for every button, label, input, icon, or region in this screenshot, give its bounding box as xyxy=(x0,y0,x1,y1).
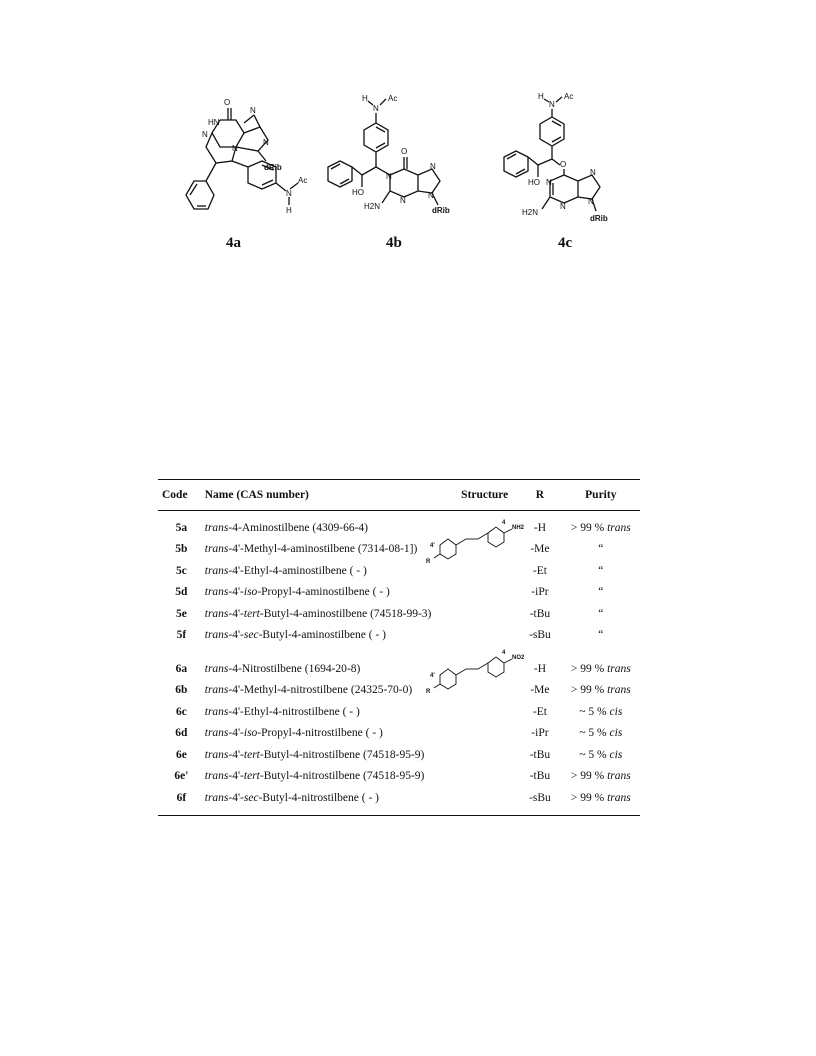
cell-name xyxy=(205,723,518,745)
data-table xyxy=(158,479,640,816)
name-text-suffix: -Propyl-4-nitrostilbene ( - ) xyxy=(257,727,383,740)
atom-label: dRib xyxy=(264,163,282,172)
name-text: -4-Nitrostilbene (1694-20-8) xyxy=(228,662,361,675)
name-isomer: tert xyxy=(243,607,260,620)
atom-label: N xyxy=(590,168,596,177)
name-prefix: trans xyxy=(204,607,229,620)
cell-code: 5f xyxy=(176,629,187,642)
name-prefix: trans xyxy=(204,586,229,599)
cell-r: -iPr xyxy=(531,586,549,599)
name-text: -4'-Methyl-4-aminostilbene (7314-08-1]) xyxy=(228,543,418,556)
cell-code: 5c xyxy=(175,564,187,577)
purity-value: > 99 % xyxy=(570,770,608,783)
name-text-suffix: -Butyl-4-aminostilbene (74518-99-3) xyxy=(259,607,432,620)
cell-purity xyxy=(562,744,640,766)
name-prefix: trans xyxy=(204,770,229,783)
name-text: -4'- xyxy=(228,607,244,620)
name-text: -4-Aminostilbene (4309-66-4) xyxy=(228,521,368,534)
name-text: -4'- xyxy=(228,629,244,642)
purity-value: “ xyxy=(598,543,604,556)
purity-value: > 99 % xyxy=(570,662,608,675)
purity-isomer: trans xyxy=(607,770,631,783)
name-text: -4'-Methyl-4-nitrostilbene (24325-70-0) xyxy=(228,684,413,697)
cell-name xyxy=(205,582,518,604)
atom-label: O xyxy=(224,98,231,107)
compound-table xyxy=(158,479,640,816)
name-prefix: trans xyxy=(204,662,229,675)
cell-name xyxy=(205,766,518,788)
atom-label: N xyxy=(263,138,269,147)
table-header-row xyxy=(158,480,640,511)
header-purity: Purity xyxy=(585,489,617,501)
purity-value: “ xyxy=(598,629,604,642)
cell-purity xyxy=(562,787,640,815)
cell-r: -Me xyxy=(530,684,550,697)
purity-value: “ xyxy=(598,586,604,599)
atom-label: Ac xyxy=(564,92,574,101)
name-prefix: trans xyxy=(204,791,229,804)
atom-label: N xyxy=(373,104,379,113)
cell-purity xyxy=(562,625,640,647)
atom-label: H xyxy=(362,94,368,103)
name-isomer: tert xyxy=(243,770,260,783)
atom-label: H xyxy=(538,92,544,101)
table-row xyxy=(158,744,640,766)
cell-code: 6e' xyxy=(174,770,189,783)
name-prefix: trans xyxy=(204,748,229,761)
atom-label: dRib xyxy=(432,206,450,215)
name-prefix: trans xyxy=(204,629,229,642)
atom-label: dRib xyxy=(590,214,608,223)
atom-label: N xyxy=(386,172,392,181)
cell-r: -H xyxy=(533,521,546,534)
cell-code: 6d xyxy=(175,727,188,740)
name-isomer: tert xyxy=(243,748,260,761)
compound-label-4a: 4a xyxy=(226,235,241,251)
structure-figure xyxy=(150,85,670,265)
atom-label: HN xyxy=(208,118,220,127)
purity-value: ~ 5 % xyxy=(579,727,610,740)
purity-isomer: trans xyxy=(607,662,631,675)
table-row xyxy=(158,766,640,788)
name-text-suffix: -Butyl-4-aminostilbene ( - ) xyxy=(258,629,387,642)
cell-name xyxy=(205,701,518,723)
atom-label: N xyxy=(560,202,566,211)
name-prefix: trans xyxy=(204,705,229,718)
cell-purity xyxy=(562,539,640,561)
name-isomer: sec xyxy=(243,629,259,642)
cell-r: -sBu xyxy=(529,629,551,642)
name-prefix: trans xyxy=(204,564,229,577)
atom-label: Ac xyxy=(298,176,308,185)
cell-name xyxy=(205,787,518,815)
table-row xyxy=(158,701,640,723)
atom-label: Ac xyxy=(388,94,398,103)
purity-value: ~ 5 % xyxy=(579,705,610,718)
purity-value: “ xyxy=(598,607,604,620)
name-text: -4'- xyxy=(228,727,244,740)
purity-value: > 99 % xyxy=(570,684,608,697)
header-name: Name (CAS number) xyxy=(204,489,309,501)
cell-name xyxy=(205,603,518,625)
table-row xyxy=(158,539,640,561)
atom-label: N xyxy=(430,162,436,171)
cell-purity xyxy=(562,701,640,723)
table-row xyxy=(158,625,640,647)
atom-label: N xyxy=(232,144,238,153)
table-row xyxy=(158,787,640,815)
cell-code: 5e xyxy=(175,607,187,620)
table-row xyxy=(158,560,640,582)
cell-purity xyxy=(562,560,640,582)
cell-code: 6f xyxy=(176,791,187,804)
name-text-suffix: -Butyl-4-nitrostilbene (74518-95-9) xyxy=(259,748,425,761)
structure-4a xyxy=(186,98,307,215)
cell-r: -iPr xyxy=(531,727,549,740)
atom-label: N xyxy=(250,106,256,115)
cell-purity xyxy=(562,680,640,702)
cell-r: -tBu xyxy=(529,770,551,783)
cell-r: -Et xyxy=(532,564,547,577)
name-isomer: iso xyxy=(243,586,258,599)
purity-isomer: cis xyxy=(609,727,623,740)
cell-code: 5a xyxy=(175,521,188,534)
cell-purity xyxy=(562,723,640,745)
table-row xyxy=(158,582,640,604)
purity-value: > 99 % xyxy=(570,521,608,534)
atom-label: N xyxy=(286,189,292,198)
atom-label: N xyxy=(549,100,555,109)
cell-code: 5d xyxy=(175,586,188,599)
structure-4c xyxy=(504,92,608,223)
cell-name xyxy=(205,625,518,647)
position-label: 4' xyxy=(430,673,435,679)
name-prefix: trans xyxy=(204,521,229,534)
cell-purity xyxy=(562,511,640,539)
cell-purity xyxy=(562,766,640,788)
name-text: -4'-Ethyl-4-nitrostilbene ( - ) xyxy=(228,705,360,718)
cell-name xyxy=(205,744,518,766)
table-row xyxy=(158,723,640,745)
purity-value: ~ 5 % xyxy=(579,748,610,761)
name-isomer: iso xyxy=(243,727,258,740)
name-text-suffix: -Butyl-4-nitrostilbene ( - ) xyxy=(258,791,379,804)
purity-value: > 99 % xyxy=(570,791,608,804)
cell-purity xyxy=(562,582,640,604)
atom-label: N xyxy=(588,197,594,206)
purity-isomer: trans xyxy=(607,521,631,534)
cell-code: 6e xyxy=(175,748,187,761)
table-row xyxy=(158,511,640,539)
cell-r: -Et xyxy=(532,705,547,718)
name-prefix: trans xyxy=(204,543,229,556)
purity-isomer: cis xyxy=(609,748,623,761)
name-text: -4'- xyxy=(228,770,244,783)
atom-label: HO xyxy=(352,188,364,197)
name-prefix: trans xyxy=(204,727,229,740)
name-text-suffix: -Propyl-4-aminostilbene ( - ) xyxy=(257,586,390,599)
compound-label-4c: 4c xyxy=(558,235,573,251)
atom-label: H2N xyxy=(522,208,539,217)
r-group-label: R xyxy=(426,689,431,695)
cell-r: -tBu xyxy=(529,607,551,620)
structure-4b xyxy=(328,94,450,215)
stilbene-nitro-structure xyxy=(422,647,540,695)
atom-label: H2N xyxy=(364,202,381,211)
cell-r: -tBu xyxy=(529,748,551,761)
name-isomer: sec xyxy=(243,791,259,804)
atom-label: N xyxy=(400,196,406,205)
name-text: -4'- xyxy=(228,748,244,761)
table-row xyxy=(158,658,640,680)
cell-code: 5b xyxy=(175,543,188,556)
purity-isomer: trans xyxy=(607,791,631,804)
name-text: -4'- xyxy=(228,586,244,599)
purity-value: “ xyxy=(598,564,604,577)
name-text: -4'- xyxy=(228,791,244,804)
position-label: 4' xyxy=(430,543,435,549)
cell-r: -Me xyxy=(530,543,550,556)
position-label: 4 xyxy=(502,650,506,656)
cell-r: -H xyxy=(533,662,546,675)
cell-code: 6a xyxy=(175,662,188,675)
purity-isomer: trans xyxy=(607,684,631,697)
atom-label: O xyxy=(401,147,408,156)
atom-label: N xyxy=(428,191,434,200)
substituent-label: NO2 xyxy=(512,655,525,661)
stilbene-amino-structure xyxy=(422,517,540,565)
header-structure: Structure xyxy=(461,489,509,501)
cell-r: -sBu xyxy=(529,791,551,804)
atom-label: N xyxy=(202,130,208,139)
atom-label: O xyxy=(560,160,567,169)
header-r: R xyxy=(535,489,545,501)
substituent-label: NH2 xyxy=(512,525,525,531)
cell-code: 6b xyxy=(175,684,188,697)
name-prefix: trans xyxy=(204,684,229,697)
cell-purity xyxy=(562,603,640,625)
compound-label-4b: 4b xyxy=(386,235,402,251)
atom-label: H xyxy=(286,206,292,215)
cell-code: 6c xyxy=(175,705,187,718)
name-text-suffix: -Butyl-4-nitrostilbene (74518-95-9) xyxy=(259,770,425,783)
r-group-label: R xyxy=(426,559,431,565)
purity-isomer: cis xyxy=(609,705,623,718)
header-code: Code xyxy=(162,489,188,501)
position-label: 4 xyxy=(502,520,506,526)
cell-purity xyxy=(562,658,640,680)
atom-label: HO xyxy=(528,178,540,187)
name-text: -4'-Ethyl-4-aminostilbene ( - ) xyxy=(228,564,367,577)
atom-label: N xyxy=(546,178,552,187)
table-row xyxy=(158,680,640,702)
table-row xyxy=(158,603,640,625)
